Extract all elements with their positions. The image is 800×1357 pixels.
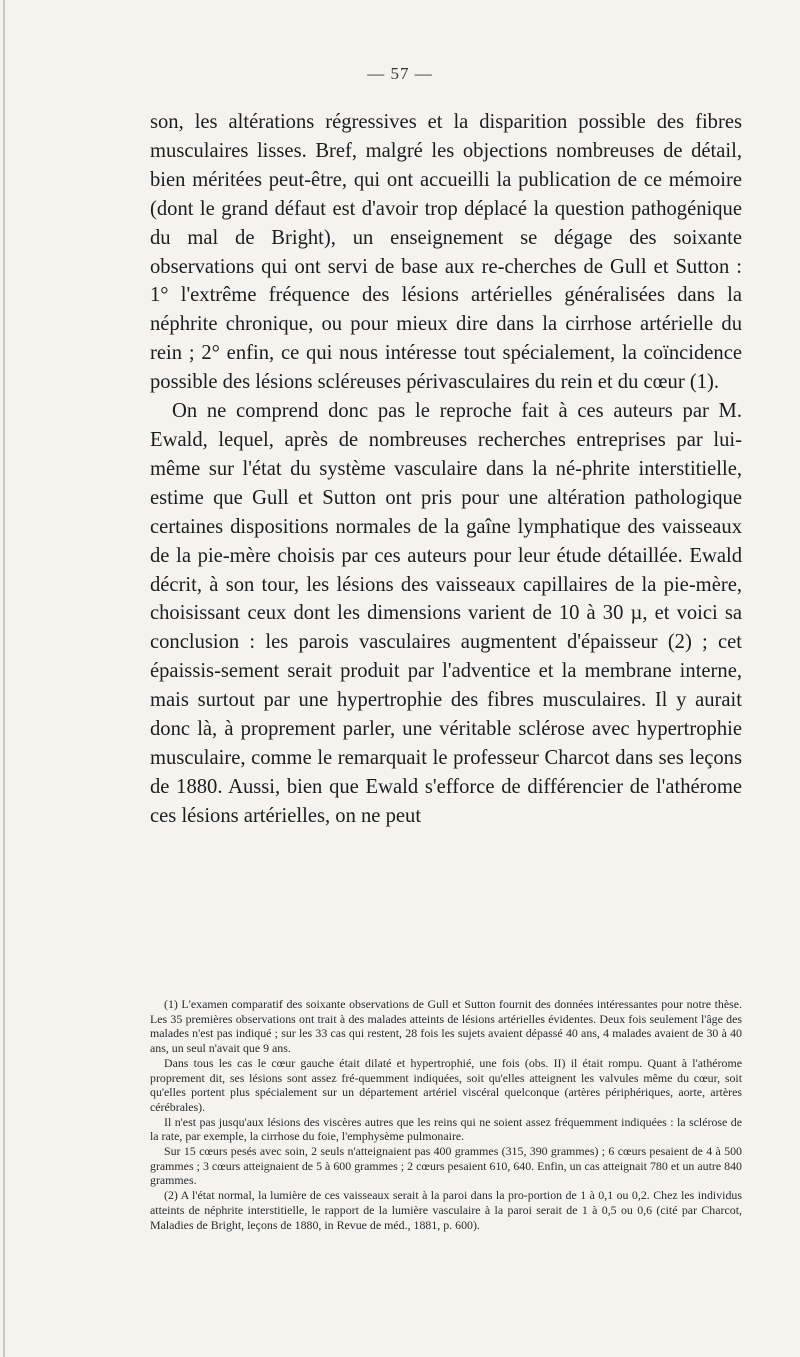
paragraph: On ne comprend donc pas le reproche fait à ces auteurs par M. Ewald, lequel, après de nombreuses recherches entreprises par lui-même sur l'état du système vasculaire dans la né-phrite interstitielle, estime que Gull et Sutton ont pris pour une altération pathologique certaines dispositions normales de la gaîne lymphatique des vaisseaux de la pie-mère choisis par ces auteurs pour leur étude détaillée. Ewald décrit, à son tour, les lésions des vaisseaux capillaires de la pie-mère, choisissant ceux dont les dimensions varient de 10 à 30 µ, et voici sa conclusion : les parois vasculaires augmentent d'épaisseur (2) ; cet épaissis-sement serait produit par l'adventice et la membrane interne, mais surtout par une hypertrophie des fibres musculaires. Il y aurait donc là, à proprement parler, une véritable sclérose avec hypertrophie musculaire, comme le remarquait le professeur Charcot dans ses leçons de 1880. Aussi, bien que Ewald s'efforce de différencier de l'athérome ces lésions artérielles, on ne peut [150,400,742,827]
footnote-2: (2) A l'état normal, la lumière de ces vaisseaux serait à la paroi dans la pro-portion de 1 à 0,1 ou 0,2. Chez les individus atteints de néphrite interstitielle, le rapport de la lumière vasculaire à la paroi serait de 1 à 0,5 ou 0,6 (cité par Charcot, Maladies de Bright, leçons de 1880, in Revue de méd., 1881, p. 600). [150,1188,742,1232]
footnote-1-continued: Il n'est pas jusqu'aux lésions des viscères autres que les reins qui ne soient assez fréquemment indiquées : la sclérose de la rate, par exemple, la cirrhose du foie, l'emphysème pulmonaire. [150,1114,742,1144]
paragraph: son, les altérations régressives et la disparition possible des fibres musculaires lisses. Bref, malgré les objections nombreuses de détail, bien méritées peut-être, qui ont accueilli la publication de ce mémoire (dont le grand défaut est d'avoir trop déplacé la question pathogénique du mal de Bright), un enseignement se dégage des soixante observations qui ont servi de base aux re-cherches de Gull et Sutton : 1° l'extrême fréquence des lésions artérielles généralisées dans la néphrite chronique, ou pour mieux dire dans la cirrhose artérielle du rein ; 2° enfin, ce qui nous intéresse tout spécialement, la coïncidence possible des lésions scléreuses périvasculaires du rein et du cœur (1). [150,111,742,394]
page-edge-shadow [3,0,5,1357]
footnote-1-continued: Dans tous les cas le cœur gauche était dilaté et hypertrophié, une fois (obs. II) il était rompu. Quant à l'athérome proprement dit, ses lésions sont assez fré-quemment indiquées, soit qu'elles atteignent les valvules même du cœur, soit qu'elles portent plus spécialement sur un département artériel viscéral quelconque (artères périphériques, aorte, artères cérébrales). [150,1055,742,1114]
footnote-1-continued: Sur 15 cœurs pesés avec soin, 2 seuls n'atteignaient pas 400 grammes (315, 390 grammes) ; 6 cœurs pesaient de 4 à 500 grammes ; 3 cœurs atteignaient de 5 à 600 grammes ; 2 cœurs pesaient 610, 640. Enfin, un cas atteignait 780 et un autre 840 grammes. [150,1144,742,1188]
page-number: — 57 — [367,64,433,83]
main-text [150,108,742,831]
footnotes [150,997,742,1232]
footnote-1: (1) L'examen comparatif des soixante observations de Gull et Sutton fournit des données intéressantes pour notre thèse. Les 35 premières observations ont trait à des malades atteints de lésions artérielles évidentes. Deux fois seulement l'âge des malades n'est pas indiqué ; sur les 33 cas qui restent, 28 fois les sujets avaient dépassé 40 ans, 4 malades avaient de 30 à 40 ans, un seul n'avait que 9 ans. [150,997,742,1056]
